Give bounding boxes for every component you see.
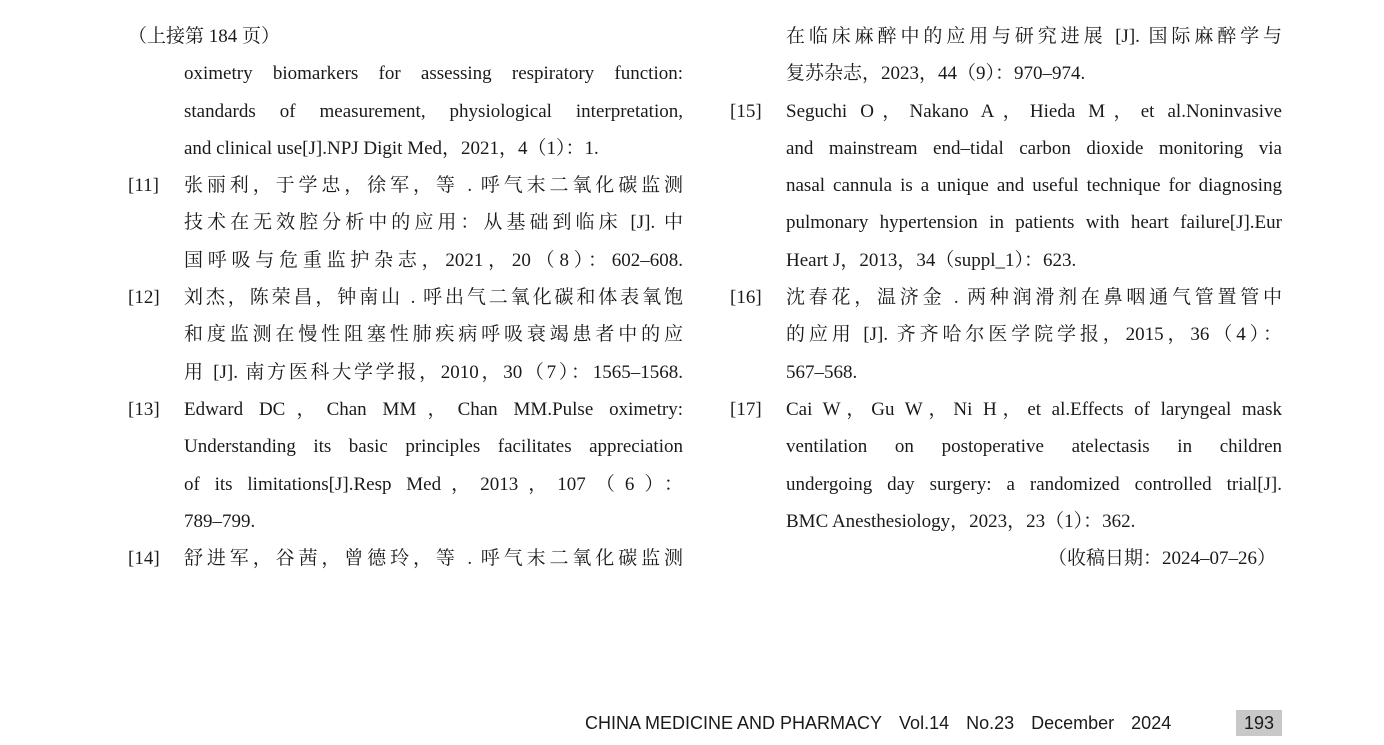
reference-line: Seguchi O，Nakano A，Hieda M，et al.Noninvasive (786, 100, 1282, 122)
reference-line: 张丽利，于学忠，徐军，等 . 呼气末二氧化碳监测 (184, 175, 683, 197)
reference-line: ventilation on postoperative atelectasis in children (786, 436, 1282, 458)
reference-line: 789–799. (184, 510, 256, 532)
continued-note: （上接第 184 页） (128, 26, 281, 47)
reference-line: Heart J，2013，34（suppl_1）：623. (786, 249, 1077, 271)
issue-number: No.23 (966, 712, 1015, 733)
ref10-line: oximetry biomarkers for assessing respiratory function: (184, 63, 683, 85)
reference-line: and mainstream end–tidal carbon dioxide monitoring via (786, 137, 1282, 159)
reference-line: 567–568. (786, 361, 858, 383)
reference-11 (128, 167, 683, 279)
reference-line: nasal cannula is a unique and useful technique for diagnosing (786, 175, 1282, 197)
received-date: （收稿日期：2024–07–26） (1047, 548, 1276, 570)
reference-line: 国呼吸与危重监护杂志，2021，20（8）：602–608. (184, 249, 683, 271)
reference-17 (730, 391, 1282, 540)
volume: Vol.14 (899, 712, 950, 733)
reference-14 (128, 540, 683, 577)
reference-number: [16] (730, 287, 762, 309)
reference-number: [13] (128, 398, 160, 420)
reference-number: [17] (730, 398, 762, 420)
month: December (1031, 712, 1115, 733)
reference-13 (128, 391, 683, 540)
reference-line: 刘杰，陈荣昌，钟南山 . 呼出气二氧化碳和体表氧饱 (184, 287, 683, 309)
ref10-line: standards of measurement, physiological interpretation, (184, 100, 683, 122)
ref10-line: and clinical use[J].NPJ Digit Med，2021，4（1）：1. (184, 137, 599, 159)
reference-16 (730, 279, 1282, 391)
reference-line: 的应用 [J]. 齐齐哈尔医学院学报，2015，36（4）： (786, 324, 1282, 346)
reference-line: 舒进军，谷茜，曾德玲，等 . 呼气末二氧化碳监测 (184, 548, 683, 570)
reference-line: 沈春花，温济金 . 两种润滑剂在鼻咽通气管置管中 (786, 287, 1282, 309)
reference-line: Understanding its basic principles facilitates appreciation (184, 436, 683, 458)
journal-name: CHINA MEDICINE AND PHARMACY (585, 712, 883, 733)
reference-number: [12] (128, 287, 160, 309)
reference-line: of its limitations[J].Resp Med，2013，107（6）： (184, 473, 683, 495)
reference-line: 和度监测在慢性阻塞性肺疾病呼吸衰竭患者中的应 (184, 324, 683, 346)
left-column (128, 18, 683, 577)
reference-line: Edward DC，Chan MM，Chan MM.Pulse oximetry: (184, 398, 683, 420)
reference-number: [15] (730, 100, 762, 122)
reference-12 (128, 279, 683, 391)
reference-line: Cai W，Gu W，Ni H，et al.Effects of laryngeal mask (786, 398, 1282, 420)
reference-15 (730, 93, 1282, 279)
ref14-line: 在临床麻醉中的应用与研究进展 [J]. 国际麻醉学与 (786, 26, 1282, 47)
reference-number: [11] (128, 175, 159, 197)
year: 2024 (1131, 712, 1172, 733)
reference-line: 用 [J]. 南方医科大学学报，2010，30（7）：1565–1568. (184, 361, 683, 383)
reference-number: [14] (128, 548, 160, 570)
right-column (730, 18, 1282, 577)
reference-line: 技术在无效腔分析中的应用：从基础到临床 [J]. 中 (184, 212, 683, 234)
reference-line: BMC Anesthesiology，2023，23（1）：362. (786, 510, 1136, 532)
reference-line: undergoing day surgery: a randomized controlled trial[J]. (786, 473, 1282, 495)
page-footer (585, 708, 1188, 738)
ref14-line: 复苏杂志，2023，44（9）：970–974. (786, 63, 1086, 85)
reference-line: pulmonary hypertension in patients with heart failure[J].Eur (786, 212, 1282, 234)
page-number: 193 (1236, 710, 1282, 736)
